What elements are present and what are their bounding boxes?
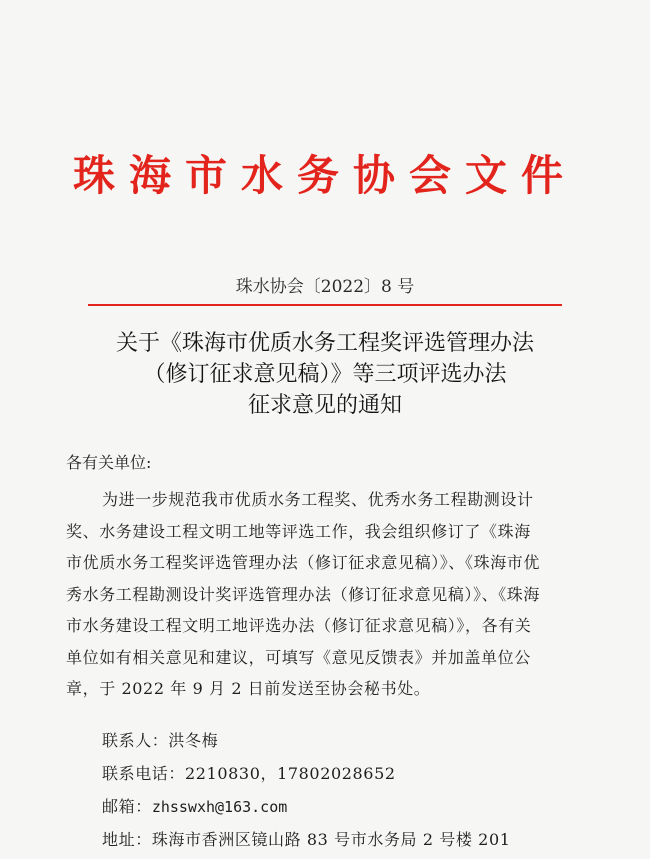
red-divider-line xyxy=(88,304,562,306)
notice-title xyxy=(0,328,650,421)
document-number: 珠水协会〔2022〕8 号 xyxy=(235,277,415,297)
body-line-4: 秀水务工程勘测设计奖评选管理办法（修订征求意见稿）》、《珠海 xyxy=(66,584,541,604)
body-line-6: 单位如有相关意见和建议，可填写《意见反馈表》并加盖单位公 xyxy=(66,647,531,667)
contact-phone-value: 2210830，17802028652 xyxy=(185,764,396,783)
salutation: 各有关单位: xyxy=(66,453,152,472)
contact-person-value: 洪冬梅 xyxy=(168,731,219,750)
contact-address-value: 珠海市香洲区镜山路 83 号市水务局 2 号楼 201 xyxy=(151,830,511,849)
body-line-7: 章，于 2022 年 9 月 2 日前发送至协会秘书处。 xyxy=(66,679,431,698)
notice-title-line-2: （修订征求意见稿）》等三项评选办法 xyxy=(143,362,507,387)
contact-email-row xyxy=(102,796,287,818)
body-line-2: 奖、水务建设工程文明工地等评选工作，我会组织修订了《珠海 xyxy=(66,521,531,541)
notice-title-line-3: 征求意见的通知 xyxy=(247,393,402,418)
body-line-3: 市优质水务工程奖评选管理办法（修订征求意见稿）》、《珠海市优 xyxy=(66,553,541,572)
contact-phone-row xyxy=(102,763,396,785)
contact-person-row xyxy=(102,730,218,752)
notice-title-line-1: 关于《珠海市优质水务工程奖评选管理办法 xyxy=(115,331,534,356)
contact-email-value: zhsswxh@163.com xyxy=(151,798,288,816)
body-paragraph xyxy=(66,484,586,705)
contact-phone-label: 联系电话： xyxy=(102,764,186,783)
contact-address-label: 地址： xyxy=(102,830,152,849)
contact-address-row xyxy=(102,829,511,851)
contact-person-label: 联系人： xyxy=(102,731,169,750)
contact-email-label: 邮箱： xyxy=(102,797,152,816)
body-line-1: 为进一步规范我市优质水务工程奖、优秀水务工程勘测设计 xyxy=(102,490,534,509)
body-line-5: 市水务建设工程文明工地评选办法（修订征求意见稿）》，各有关 xyxy=(66,616,532,635)
org-header-title: 珠海市水务协会文件 xyxy=(72,151,577,200)
